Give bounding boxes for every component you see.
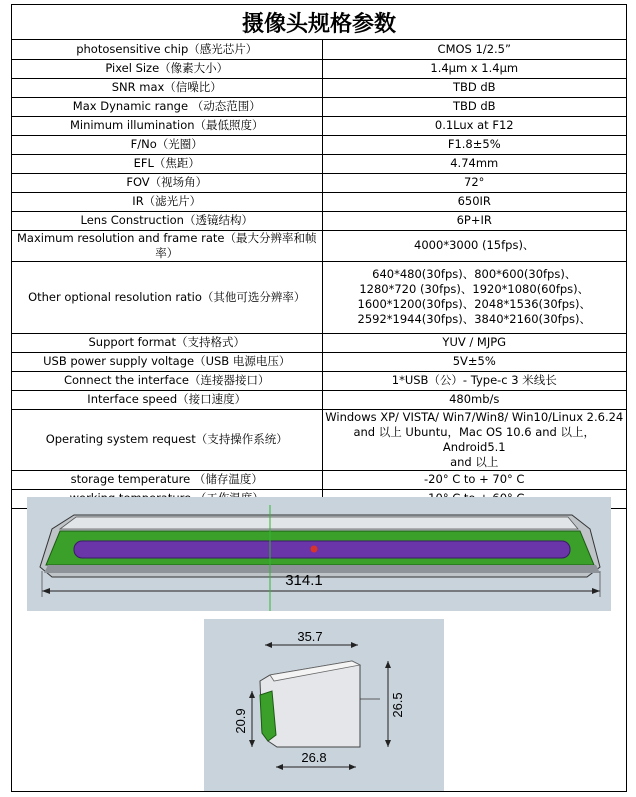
spec-row (12, 409, 626, 470)
spec-value: 6P+IR (322, 211, 626, 230)
spec-row (12, 211, 626, 230)
spec-value: F1.8±5% (322, 135, 626, 154)
spec-value: 1.4μm x 1.4μm (322, 59, 626, 78)
spec-row (12, 261, 626, 333)
spec-label: SNR max（信噪比） (12, 78, 322, 97)
spec-label: FOV（视场角） (12, 173, 322, 192)
spec-value-line: 1280*720 (30fps)、1920*1080(60fps)、 (359, 282, 590, 296)
spec-row (12, 352, 626, 371)
side-left-label: 20.9 (233, 708, 248, 734)
spec-label: IR（滤光片） (12, 192, 322, 211)
spec-value-line: Windows XP/ VISTA/ Win7/Win8/ Win10/Linux 2.6.24 (325, 409, 624, 424)
spec-value-line: 640*480(30fps)、800*600(30fps)、 (372, 267, 577, 281)
spec-row (12, 230, 626, 261)
side-bottom-label: 26.8 (301, 750, 327, 765)
spec-value: 4000*3000 (15fps)、 (322, 230, 626, 261)
spec-label: Minimum illumination（最低照度） (12, 116, 322, 135)
spec-value: CMOS 1/2.5” (322, 40, 626, 59)
spec-label: storage temperature （储存温度） (12, 470, 322, 489)
spec-value-line: 1600*1200(30fps)、2048*1536(30fps)、 (357, 297, 591, 311)
spec-row (12, 371, 626, 390)
spec-row (12, 333, 626, 352)
spec-row (12, 97, 626, 116)
spec-label: Max Dynamic range （动态范围） (12, 97, 322, 116)
spec-row (12, 390, 626, 409)
spec-row (12, 40, 626, 59)
spec-value: 72° (322, 173, 626, 192)
spec-label: Interface speed（接口速度） (12, 390, 322, 409)
spec-label: Support format（支持格式） (12, 333, 322, 352)
spec-label: photosensitive chip（感光芯片） (12, 40, 322, 59)
spec-sheet (11, 4, 627, 792)
spec-row (12, 116, 626, 135)
spec-label: Pixel Size（像素大小） (12, 59, 322, 78)
spec-value: YUV / MJPG (322, 333, 626, 352)
camera-bar-lens-strip (74, 541, 570, 558)
spec-row (12, 173, 626, 192)
camera-lens-dot (311, 546, 318, 553)
spec-label: EFL（焦距） (12, 154, 322, 173)
spec-value-line: 2592*1944(30fps)、3840*2160(30fps)、 (357, 312, 591, 326)
spec-label: USB power supply voltage（USB 电源电压） (12, 352, 322, 371)
spec-value: -20° C to + 70° C (322, 470, 626, 489)
spec-value: 480mb/s (322, 390, 626, 409)
spec-label: Lens Construction（透镜结构） (12, 211, 322, 230)
spec-label: Other optional resolution ratio（其他可选分辨率） (12, 261, 322, 333)
front-width-label: 314.1 (285, 572, 323, 589)
spec-value: 5V±5% (322, 352, 626, 371)
spec-label: Maximum resolution and frame rate（最大分辨率和帧率） (12, 230, 322, 261)
spec-value: 4.74mm (322, 154, 626, 173)
spec-row (12, 78, 626, 97)
page-title: 摄像头规格参数 (12, 5, 626, 40)
spec-value: TBD dB (322, 78, 626, 97)
spec-row (12, 154, 626, 173)
spec-label: Connect the interface（连接器接口） (12, 371, 322, 390)
spec-value: TBD dB (322, 97, 626, 116)
spec-value-line: and 以上 (450, 454, 499, 469)
spec-value (322, 409, 626, 470)
camera-dimension-drawing (12, 485, 626, 791)
spec-value: 0.1Lux at F12 (322, 116, 626, 135)
spec-table (12, 40, 626, 509)
spec-value: 650IR (322, 192, 626, 211)
spec-label: Operating system request（支持操作系统） (12, 409, 322, 470)
spec-row (12, 135, 626, 154)
spec-value: 1*USB（公）- Type-c 3 米线长 (322, 371, 626, 390)
spec-row (12, 59, 626, 78)
spec-row (12, 192, 626, 211)
side-right-label: 26.5 (390, 692, 405, 718)
spec-label: F/No（光圈） (12, 135, 322, 154)
side-top-label: 35.7 (297, 629, 323, 644)
spec-value (322, 261, 626, 333)
spec-value-line: and 以上 Ubuntu，Mac OS 10.6 and 以上，Android5.1 (353, 424, 596, 454)
camera-bar-top (60, 517, 578, 529)
